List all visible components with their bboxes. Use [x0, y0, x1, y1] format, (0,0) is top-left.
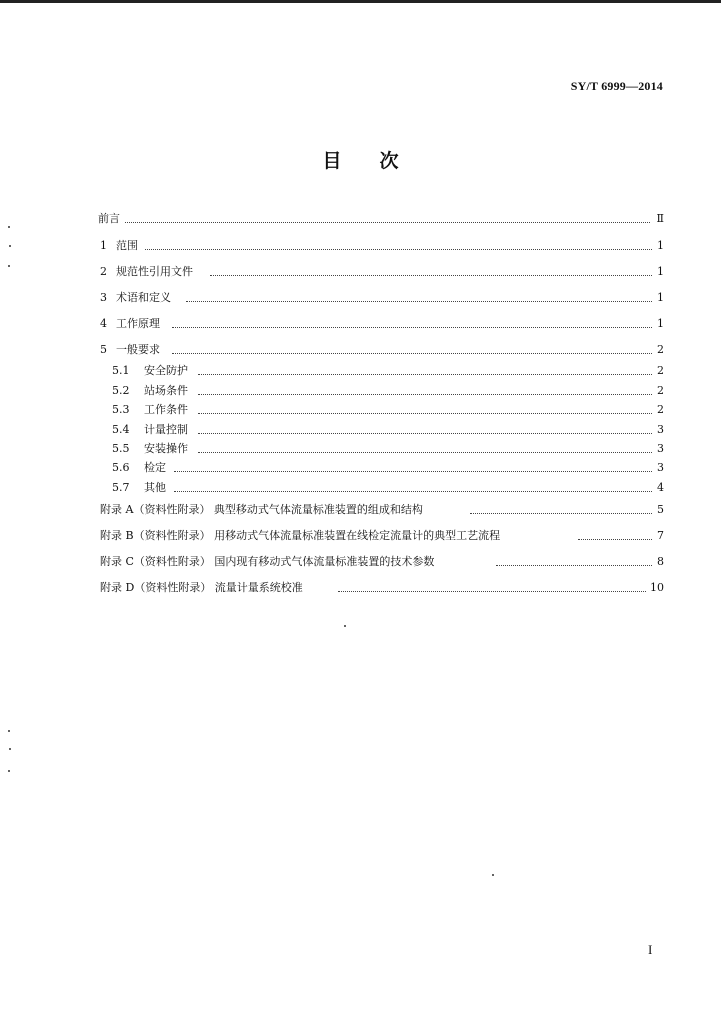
toc-entry-label: 附录 C（资料性附录） 国内现有移动式气体流量标准装置的技术参数	[100, 553, 437, 571]
toc-entry-5-2[interactable]	[0, 382, 721, 400]
scan-speck	[8, 730, 10, 732]
toc-entry-page: 10	[647, 579, 664, 597]
toc-leader	[210, 274, 652, 276]
toc-entry-page: 8	[654, 553, 664, 571]
toc-leader	[198, 393, 652, 395]
toc-leader	[338, 590, 646, 592]
toc-entry-5-4[interactable]	[0, 421, 721, 439]
toc-entry-number: 5.5	[112, 442, 130, 455]
toc-leader	[174, 470, 652, 472]
toc-leader	[470, 512, 652, 514]
toc-entry-page: 3	[654, 421, 664, 439]
toc-leader	[186, 300, 652, 302]
toc-entry-number: 2	[100, 265, 107, 278]
toc-entry-page: 2	[654, 341, 664, 359]
scan-speck	[492, 874, 494, 876]
toc-leader	[172, 326, 652, 328]
toc-entry-number: 5.3	[112, 403, 130, 416]
toc-entry-label: 规范性引用文件	[116, 263, 196, 281]
standard-code: SY/T 6999—2014	[570, 79, 663, 93]
scan-speck	[9, 748, 11, 750]
toc-entry-label: 工作原理	[116, 315, 163, 333]
toc-entry-4[interactable]	[0, 315, 721, 333]
toc-entry-page: 4	[654, 479, 664, 497]
toc-entry-number: 5	[100, 343, 107, 356]
toc-leader	[174, 490, 652, 492]
toc-entry-2[interactable]	[0, 263, 721, 281]
scan-speck	[344, 625, 346, 627]
toc-entry-appendix-c[interactable]	[0, 553, 721, 571]
toc-leader	[125, 221, 650, 223]
toc-entry-label: 范围	[116, 237, 141, 255]
toc-entry-5-3[interactable]	[0, 401, 721, 419]
toc-leader	[145, 248, 652, 250]
toc-entry-page: 1	[654, 315, 664, 333]
toc-entry-3[interactable]	[0, 289, 721, 307]
toc-entry-page: 1	[654, 289, 664, 307]
toc-entry-page: 2	[654, 362, 664, 380]
toc-entry-5-7[interactable]	[0, 479, 721, 497]
toc-leader	[198, 373, 652, 375]
toc-entry-label: 安装操作	[144, 440, 191, 458]
toc-entry-label: 计量控制	[144, 421, 191, 439]
toc-leader	[198, 451, 652, 453]
toc-entry-number: 5.1	[112, 364, 130, 377]
toc-entry-label: 一般要求	[116, 341, 163, 359]
scan-speck	[8, 770, 10, 772]
top-border-line	[0, 0, 721, 3]
toc-entry-page: 2	[654, 401, 664, 419]
title-char-1: 目	[322, 150, 342, 172]
toc-entry-label: 安全防护	[144, 362, 191, 380]
toc-entry-number: 3	[100, 291, 107, 304]
toc-entry-page: 1	[654, 237, 664, 255]
toc-entry-page: 3	[654, 459, 664, 477]
toc-entry-foreword[interactable]	[0, 210, 721, 228]
toc-entry-number: 4	[100, 317, 107, 330]
toc-entry-label: 附录 A（资料性附录） 典型移动式气体流量标准装置的组成和结构	[100, 501, 426, 519]
toc-entry-number: 5.2	[112, 384, 130, 397]
toc-leader	[496, 564, 652, 566]
toc-entry-page: 1	[654, 263, 664, 281]
toc-leader	[198, 432, 652, 434]
toc-leader	[198, 412, 652, 414]
page-title	[0, 146, 721, 173]
toc-entry-label: 附录 B（资料性附录） 用移动式气体流量标准装置在线检定流量计的典型工艺流程	[100, 527, 503, 545]
toc-entry-5-6[interactable]	[0, 459, 721, 477]
scan-speck	[8, 226, 10, 228]
toc-entry-number: 1	[100, 239, 107, 252]
toc-entry-5-5[interactable]	[0, 440, 721, 458]
toc-entry-page: 2	[654, 382, 664, 400]
toc-entry-label: 检定	[144, 459, 169, 477]
title-char-2: 次	[379, 150, 399, 172]
toc-entry-page: 3	[654, 440, 664, 458]
page-number: I	[648, 942, 653, 957]
toc-entry-appendix-a[interactable]	[0, 501, 721, 519]
toc-leader	[578, 538, 652, 540]
toc-entry-appendix-b[interactable]	[0, 527, 721, 545]
toc-entry-page: 5	[654, 501, 664, 519]
toc-entry-label: 前言	[98, 210, 123, 228]
toc-entry-page: 7	[654, 527, 664, 545]
toc-entry-label: 站场条件	[144, 382, 191, 400]
toc-entry-label: 工作条件	[144, 401, 191, 419]
toc-entry-5[interactable]	[0, 341, 721, 359]
toc-entry-label: 附录 D（资料性附录） 流量计量系统校准	[100, 579, 306, 597]
scan-speck	[8, 265, 10, 267]
toc-entry-number: 5.6	[112, 461, 130, 474]
toc-entry-number: 5.4	[112, 423, 130, 436]
toc-entry-page: Ⅱ	[654, 210, 664, 228]
toc-entry-1[interactable]	[0, 237, 721, 255]
toc-entry-label: 术语和定义	[116, 289, 174, 307]
scan-speck	[9, 245, 11, 247]
toc-leader	[172, 352, 652, 354]
toc-entry-number: 5.7	[112, 481, 130, 494]
toc-entry-5-1[interactable]	[0, 362, 721, 380]
toc-entry-label: 其他	[144, 479, 169, 497]
toc-entry-appendix-d[interactable]	[0, 579, 721, 597]
